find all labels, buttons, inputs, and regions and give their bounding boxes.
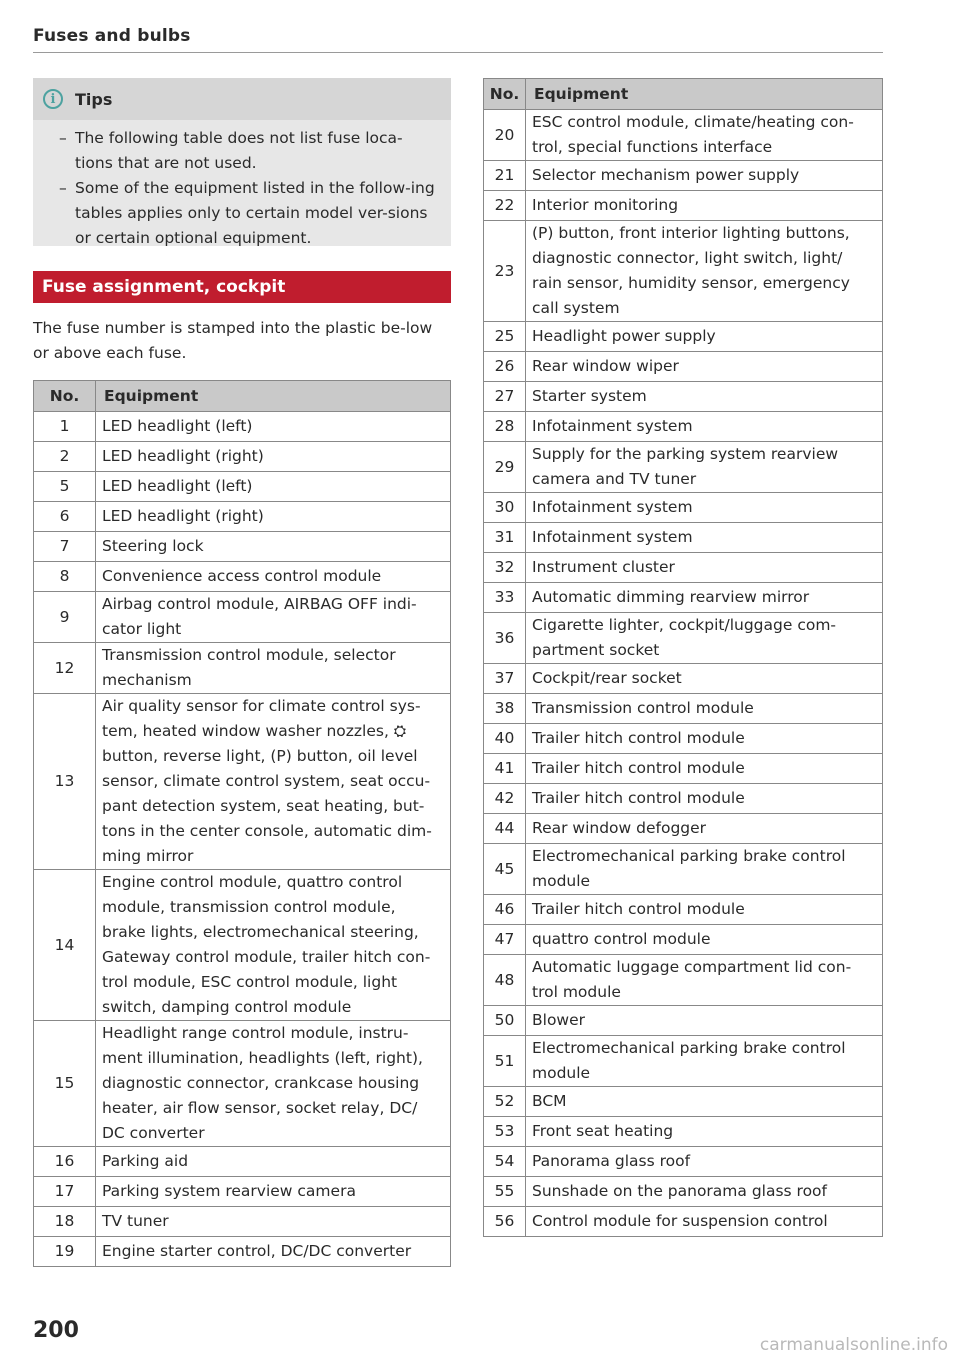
fuse-number: 51 [484, 1036, 526, 1087]
fuse-equipment: Supply for the parking system rearview camera and TV tuner [526, 442, 883, 493]
info-icon: i [43, 89, 63, 109]
table-row [484, 814, 883, 844]
table-row [484, 191, 883, 221]
table-row [484, 1117, 883, 1147]
table-row [484, 110, 883, 161]
fuse-number: 36 [484, 613, 526, 664]
fuse-number: 41 [484, 754, 526, 784]
table-row [484, 382, 883, 412]
table-row [484, 1087, 883, 1117]
fuse-equipment: Trailer hitch control module [526, 724, 883, 754]
table-row [34, 1147, 451, 1177]
fuse-equipment: Headlight power supply [526, 322, 883, 352]
fuse-number: 7 [34, 532, 96, 562]
table-row [484, 694, 883, 724]
fuse-equipment: Transmission control module [526, 694, 883, 724]
table-row [34, 442, 451, 472]
fuse-number: 33 [484, 583, 526, 613]
table-row [484, 1006, 883, 1036]
fuse-equipment: Electromechanical parking brake control module [526, 1036, 883, 1087]
table-row [484, 844, 883, 895]
fuse-number: 30 [484, 493, 526, 523]
table-row [484, 523, 883, 553]
fuse-equipment: Front seat heating [526, 1117, 883, 1147]
fuse-number: 8 [34, 562, 96, 592]
fuse-equipment: (P) button, front interior lighting buttons, diagnostic connector, light switch, light/ rain sensor, humidity sensor, emergency call system [526, 221, 883, 322]
table-row [484, 784, 883, 814]
table-header-row [34, 381, 451, 412]
fuse-number: 47 [484, 925, 526, 955]
tips-header [33, 78, 451, 120]
fuse-number: 12 [34, 643, 96, 694]
section-intro: The fuse number is stamped into the plastic be-low or above each fuse. [33, 319, 433, 362]
fuse-number: 29 [484, 442, 526, 493]
table-row [34, 1207, 451, 1237]
table-row [484, 442, 883, 493]
fuse-equipment: Air quality sensor for climate control sys-tem, heated window washer nozzles, ⛭ button, reverse light, (P) button, oil level sensor, climate control system, seat occu-pant detection system, seat heating, but-tons in the center console, automatic dim-ming mirror [96, 694, 451, 870]
header-divider [33, 52, 883, 53]
fuse-equipment: Rear window wiper [526, 352, 883, 382]
fuse-number: 1 [34, 412, 96, 442]
fuse-equipment: Cockpit/rear socket [526, 664, 883, 694]
fuse-equipment: Control module for suspension control [526, 1207, 883, 1237]
section-heading: Fuse assignment, cockpit [33, 271, 451, 303]
fuse-equipment: LED headlight (left) [96, 412, 451, 442]
fuse-equipment: Infotainment system [526, 523, 883, 553]
fuse-equipment: Convenience access control module [96, 562, 451, 592]
fuse-number: 17 [34, 1177, 96, 1207]
fuse-number: 14 [34, 870, 96, 1021]
fuse-equipment: Automatic luggage compartment lid con-trol module [526, 955, 883, 1006]
fuse-equipment: ESC control module, climate/heating con-trol, special functions interface [526, 110, 883, 161]
fuse-number: 21 [484, 161, 526, 191]
fuse-number: 45 [484, 844, 526, 895]
table-row [34, 472, 451, 502]
fuse-equipment: LED headlight (right) [96, 502, 451, 532]
chapter-title: Fuses and bulbs [33, 26, 191, 46]
fuse-equipment: Panorama glass roof [526, 1147, 883, 1177]
table-row [34, 502, 451, 532]
fuse-equipment: BCM [526, 1087, 883, 1117]
fuse-number: 53 [484, 1117, 526, 1147]
table-row [484, 724, 883, 754]
fuse-number: 46 [484, 895, 526, 925]
fuse-number: 2 [34, 442, 96, 472]
fuse-equipment: Parking aid [96, 1147, 451, 1177]
fuse-number: 9 [34, 592, 96, 643]
table-row [484, 613, 883, 664]
table-row [34, 562, 451, 592]
column-header-no: No. [34, 381, 96, 412]
fuse-equipment: Engine control module, quattro control module, transmission control module, brake lights, electromechanical steering, Gateway control module, trailer hitch con-trol module, ESC control module, light switch, damping control module [96, 870, 451, 1021]
tips-item: – Some of the equipment listed in the follow-ing tables applies only to certain model ver-sions or certain optional equipment. [53, 176, 439, 251]
fuse-equipment: Sunshade on the panorama glass roof [526, 1177, 883, 1207]
fuse-number: 27 [484, 382, 526, 412]
fuse-equipment: LED headlight (right) [96, 442, 451, 472]
table-header-row [484, 79, 883, 110]
table-row [34, 1021, 451, 1147]
tips-item: – The following table does not list fuse loca-tions that are not used. [53, 126, 439, 176]
table-row [484, 553, 883, 583]
fuse-equipment: Interior monitoring [526, 191, 883, 221]
fuse-equipment: Cigarette lighter, cockpit/luggage com-partment socket [526, 613, 883, 664]
table-row [484, 1147, 883, 1177]
table-row [34, 412, 451, 442]
fuse-number: 6 [34, 502, 96, 532]
fuse-number: 5 [34, 472, 96, 502]
table-row [484, 925, 883, 955]
table-row [484, 955, 883, 1006]
fuse-number: 32 [484, 553, 526, 583]
fuse-number: 40 [484, 724, 526, 754]
fuse-number: 23 [484, 221, 526, 322]
fuse-equipment: Blower [526, 1006, 883, 1036]
fuse-number: 37 [484, 664, 526, 694]
table-row [34, 592, 451, 643]
column-header-no: No. [484, 79, 526, 110]
fuse-equipment: Engine starter control, DC/DC converter [96, 1237, 451, 1267]
table-row [34, 1177, 451, 1207]
fuse-equipment: Electromechanical parking brake control module [526, 844, 883, 895]
table-row [484, 1036, 883, 1087]
fuse-equipment: Trailer hitch control module [526, 895, 883, 925]
fuse-equipment: TV tuner [96, 1207, 451, 1237]
fuse-number: 44 [484, 814, 526, 844]
fuse-number: 54 [484, 1147, 526, 1177]
table-row [484, 1177, 883, 1207]
fuse-number: 31 [484, 523, 526, 553]
fuse-number: 20 [484, 110, 526, 161]
fuse-table-right-body [484, 110, 883, 1237]
table-row [34, 870, 451, 1021]
table-row [34, 643, 451, 694]
table-row [484, 583, 883, 613]
table-row [484, 221, 883, 322]
fuse-equipment: Automatic dimming rearview mirror [526, 583, 883, 613]
page-header [33, 26, 883, 46]
fuse-equipment: LED headlight (left) [96, 472, 451, 502]
fuse-number: 25 [484, 322, 526, 352]
table-row [484, 1207, 883, 1237]
fuse-number: 50 [484, 1006, 526, 1036]
fuse-number: 28 [484, 412, 526, 442]
page-number: 200 [33, 1318, 79, 1343]
table-row [484, 895, 883, 925]
fuse-equipment: Starter system [526, 382, 883, 412]
fuse-equipment: Transmission control module, selector mechanism [96, 643, 451, 694]
fuse-equipment: Selector mechanism power supply [526, 161, 883, 191]
fuse-equipment: Trailer hitch control module [526, 784, 883, 814]
fuse-number: 13 [34, 694, 96, 870]
table-row [34, 694, 451, 870]
tips-list [33, 120, 451, 251]
fuse-equipment: Infotainment system [526, 493, 883, 523]
table-row [484, 322, 883, 352]
column-header-equipment: Equipment [526, 79, 883, 110]
fuse-number: 55 [484, 1177, 526, 1207]
fuse-number: 56 [484, 1207, 526, 1237]
fuse-number: 42 [484, 784, 526, 814]
fuse-equipment: Headlight range control module, instru-ment illumination, headlights (left, right), diagnostic connector, crankcase housing heater, air flow sensor, socket relay, DC/ DC converter [96, 1021, 451, 1147]
fuse-number: 26 [484, 352, 526, 382]
fuse-number: 15 [34, 1021, 96, 1147]
fuse-number: 22 [484, 191, 526, 221]
fuse-equipment: Trailer hitch control module [526, 754, 883, 784]
fuse-number: 38 [484, 694, 526, 724]
watermark: carmanualsonline.info [759, 1335, 948, 1355]
fuse-number: 16 [34, 1147, 96, 1177]
fuse-equipment: Infotainment system [526, 412, 883, 442]
table-row [484, 754, 883, 784]
fuse-number: 19 [34, 1237, 96, 1267]
fuse-equipment: Instrument cluster [526, 553, 883, 583]
table-row [34, 1237, 451, 1267]
table-row [484, 664, 883, 694]
fuse-equipment: Airbag control module, AIRBAG OFF indi-cator light [96, 592, 451, 643]
tips-title: Tips [75, 89, 113, 109]
column-header-equipment: Equipment [96, 381, 451, 412]
tips-box [33, 78, 451, 246]
fuse-equipment: quattro control module [526, 925, 883, 955]
fuse-equipment: Rear window defogger [526, 814, 883, 844]
fuse-equipment: Steering lock [96, 532, 451, 562]
fuse-number: 48 [484, 955, 526, 1006]
fuse-equipment: Parking system rearview camera [96, 1177, 451, 1207]
fuse-number: 52 [484, 1087, 526, 1117]
table-row [34, 532, 451, 562]
table-row [484, 493, 883, 523]
table-row [484, 412, 883, 442]
table-row [484, 161, 883, 191]
fuse-table-left [33, 380, 451, 1267]
fuse-table-right [483, 78, 883, 1237]
fuse-number: 18 [34, 1207, 96, 1237]
fuse-table-left-body [34, 412, 451, 1267]
table-row [484, 352, 883, 382]
